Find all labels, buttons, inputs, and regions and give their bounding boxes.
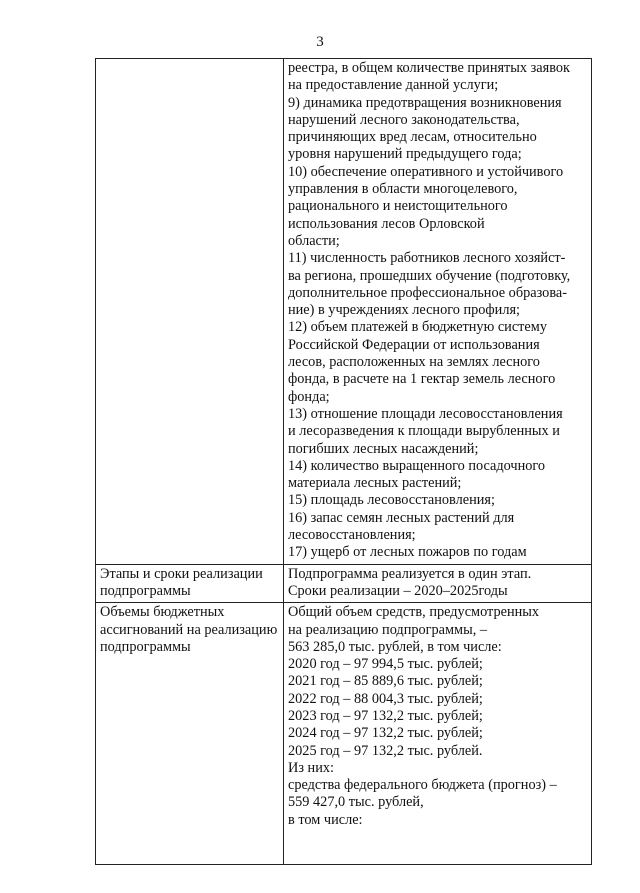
text-line: 2020 год – 97 994,5 тыс. рублей; [288,656,483,673]
text-line: средства федерального бюджета (прогноз) – [288,777,557,794]
text-line: 559 427,0 тыс. рублей, [288,794,424,811]
text-line: 16) запас семян лесных растений для [288,509,515,526]
text-line: подпрограммы [100,582,191,599]
text-line: Объемы бюджетных [100,604,225,621]
text-line: погибших лесных насаждений; [288,440,479,457]
text-line: подпрограммы [100,638,191,655]
text-line: лесов, расположенных на землях лесного [288,354,540,371]
text-line: 2024 год – 97 132,2 тыс. рублей; [288,725,483,742]
text-line: 11) численность работников лесного хозяйст- [288,250,566,267]
text-line: фонда, в расчете на 1 гектар земель лесного [288,371,556,388]
page-number: 3 [316,34,324,50]
text-line: реестра, в общем количестве принятых заявок [288,60,570,76]
row-content-cell [284,564,592,603]
text-line: 2023 год – 97 132,2 тыс. рублей; [288,707,483,724]
text-line: нарушений лесного законодательства, [288,111,520,128]
text-line: ва региона, прошедших обучение (подготовку, [288,267,571,284]
subprogram-passport-table [95,58,592,865]
text-line: Этапы и сроки реализации [100,565,263,582]
text-line: Из них: [288,759,334,776]
text-line: ние) в учреждениях лесного профиля; [288,302,520,319]
text-line: лесовосстановления; [288,527,416,544]
text-line: 10) обеспечение оперативного и устойчивого [288,163,564,180]
text-line: 14) количество выращенного посадочного [288,457,546,474]
text-line: и лесоразведения к площади вырубленных и [288,423,560,440]
table-row [96,603,592,865]
table-row [96,564,592,603]
text-line: в том числе: [288,811,363,828]
text-line: рационального и неистощительного [288,198,508,215]
text-line: уровня нарушений предыдущего года; [288,146,522,163]
text-line: дополнительное профессиональное образова- [288,284,567,301]
text-line: Подпрограмма реализуется в один этап. [288,565,532,582]
text-line: 563 285,0 тыс. рублей, в том числе: [288,638,502,655]
text-line: 2021 год – 85 889,6 тыс. рублей; [288,673,483,690]
text-line: на предоставление данной услуги; [288,77,499,94]
text-line: управления в области многоцелевого, [288,181,518,198]
text-line: 12) объем платежей в бюджетную систему [288,319,547,336]
text-line: Сроки реализации – 2020–2025годы [288,582,508,599]
text-line: 2022 год – 88 004,3 тыс. рублей; [288,690,483,707]
row-content-cell [284,603,592,865]
text-line: 9) динамика предотвращения возникновения [288,94,562,111]
text-line: использования лесов Орловской [288,215,485,232]
text-line: 2025 год – 97 132,2 тыс. рублей. [288,742,483,759]
text-line: ассигнований на реализацию [100,621,278,638]
text-line: Общий объем средств, предусмотренных [288,604,540,621]
text-line: материала лесных растений; [288,475,462,492]
text-line: 17) ущерб от лесных пожаров по годам [288,544,527,561]
text-line: фонда; [288,388,330,405]
text-line: причиняющих вред лесам, относительно [288,129,537,146]
text-line: Российской Федерации от использования [288,336,540,353]
text-line: 15) площадь лесовосстановления; [288,492,495,509]
text-line: на реализацию подпрограммы, – [288,621,488,638]
text-line: 13) отношение площади лесовосстановления [288,405,563,422]
table-row [96,59,592,565]
row-label-cell [96,603,284,865]
row-label-cell [96,564,284,603]
row-label-cell [96,59,284,565]
text-line: области; [288,232,340,249]
row-content-cell [284,59,592,565]
